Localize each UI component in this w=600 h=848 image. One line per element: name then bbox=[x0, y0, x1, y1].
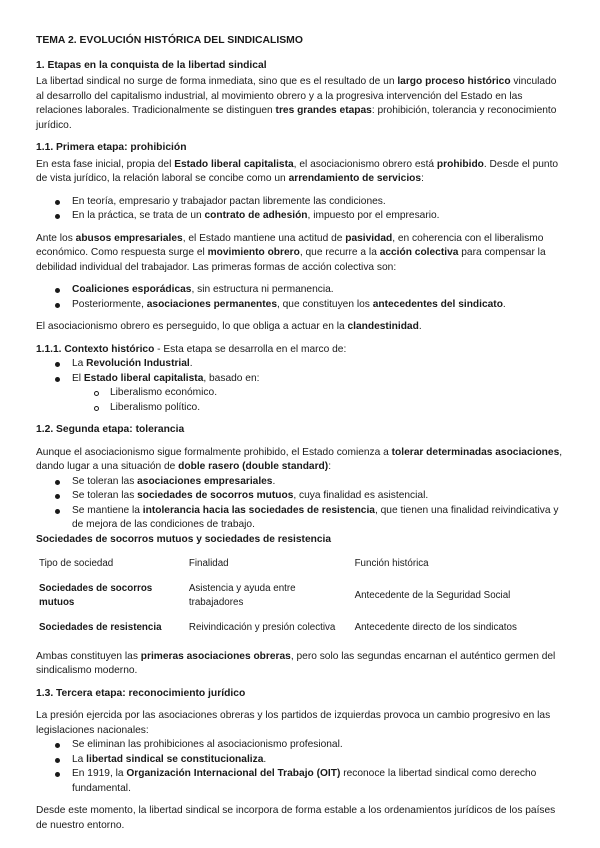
section-1-3-paragraph-2: Desde este momento, la libertad sindical se incorpora de forma estable a los ordenamientos jurídicos de los países de nuestro entorno. bbox=[36, 805, 556, 831]
document-title: TEMA 2. EVOLUCIÓN HISTÓRICA DEL SINDICALISMO bbox=[36, 35, 303, 46]
list-item: Se toleran las asociaciones empresariales. bbox=[72, 475, 564, 489]
section-1-1-1-heading: 1.1.1. Contexto histórico bbox=[36, 343, 155, 355]
list-item: Se eliminan las prohibiciones al asociacionismo profesional. bbox=[72, 738, 564, 752]
table-cell: Asistencia y ayuda entre trabajadores bbox=[188, 583, 296, 608]
table-row bbox=[36, 576, 564, 615]
section-1-1-list-2 bbox=[36, 283, 564, 312]
table-header-cell: Tipo de sociedad bbox=[39, 558, 114, 570]
table-row bbox=[36, 615, 564, 640]
table-header-cell: Finalidad bbox=[188, 558, 229, 570]
list-item: Coaliciones esporádicas, sin estructura ni permanencia. bbox=[72, 283, 564, 297]
section-1-2-paragraph-2: Ambas constituyen las primeras asociaciones obreras, pero solo las segundas encarnan el auténtico germen del sindicalismo moderno. bbox=[36, 650, 556, 677]
section-1-1-list-1 bbox=[36, 195, 564, 224]
list-item: La Revolución Industrial. bbox=[72, 357, 564, 371]
section-1-1-paragraph-1: En esta fase inicial, propia del Estado liberal capitalista, el asociacionismo obrero está prohibido. Desde el punto de vista jurídico, la relación laboral se concibe como un arrendamiento de servicios: bbox=[36, 158, 559, 185]
section-1-2-list bbox=[36, 475, 564, 533]
list-item: La libertad sindical se constitucionaliza. bbox=[72, 753, 564, 767]
table-header-row bbox=[36, 551, 564, 576]
section-1-2-heading: 1.2. Segunda etapa: tolerancia bbox=[36, 424, 185, 436]
list-item: Se mantiene la intolerancia hacia las sociedades de resistencia, que tienen una finalidad reivindicativa y de mejora de las condiciones de trabajo. bbox=[72, 504, 564, 533]
section-1-3-list bbox=[36, 738, 564, 796]
section-1-1-1-heading-line: 1.1.1. Contexto histórico - Esta etapa se desarrolla en el marco de: bbox=[36, 343, 347, 355]
document-page bbox=[36, 34, 564, 841]
section-1-1-paragraph-3: El asociacionismo obrero es perseguido, lo que obliga a actuar en la clandestinidad. bbox=[36, 321, 422, 333]
section-1-paragraph: La libertad sindical no surge de forma inmediata, sino que es el resultado de un largo proceso histórico vinculado al desarrollo del capitalismo industrial, al movimiento obrero y a la progresiva intervención del Estado en las relaciones laborales. Tradicionalmente se distinguen tres grandes etapas: prohibición, tolerancia y reconocimiento jurídico. bbox=[36, 76, 557, 131]
table-cell: Antecedente de la Seguridad Social bbox=[354, 590, 511, 602]
list-item: En 1919, la Organización Internacional del Trabajo (OIT) reconoce la libertad sindical como derecho fundamental. bbox=[72, 767, 564, 796]
section-1-1-1-sublist bbox=[72, 386, 564, 415]
table-cell: Reivindicación y presión colectiva bbox=[188, 621, 336, 633]
section-1-1-1-list bbox=[36, 357, 564, 415]
section-1-3-paragraph-1: La presión ejercida por las asociaciones obreras y los partidos de izquierdas provoca un cambio progresivo en las legislaciones nacionales: bbox=[36, 710, 551, 736]
table-cell: Sociedades de socorros mutuos bbox=[39, 583, 153, 608]
list-item: Liberalismo político. bbox=[110, 401, 564, 415]
section-1-3-heading: 1.3. Tercera etapa: reconocimiento jurídico bbox=[36, 687, 246, 699]
section-1-1-heading: 1.1. Primera etapa: prohibición bbox=[36, 142, 187, 154]
list-item: Posteriormente, asociaciones permanentes, que constituyen los antecedentes del sindicato. bbox=[72, 298, 564, 312]
list-item: El Estado liberal capitalista, basado en: Liberalismo económico. Liberalismo político. bbox=[72, 372, 564, 415]
list-item: Liberalismo económico. bbox=[110, 386, 564, 400]
section-1-1-paragraph-2: Ante los abusos empresariales, el Estado mantiene una actitud de pasividad, en coherencia con el liberalismo económico. Como respuesta surge el movimiento obrero, que recurre a la acción colectiva para compensar la debilidad individual del trabajador. Las primeras formas de acción colectiva son: bbox=[36, 232, 546, 273]
table-cell: Sociedades de resistencia bbox=[39, 621, 162, 633]
table-header-cell: Función histórica bbox=[354, 558, 429, 570]
list-item: En teoría, empresario y trabajador pactan libremente las condiciones. bbox=[72, 195, 564, 209]
table-cell: Antecedente directo de los sindicatos bbox=[354, 621, 517, 633]
list-item: En la práctica, se trata de un contrato de adhesión, impuesto por el empresario. bbox=[72, 209, 564, 223]
table-title: Sociedades de socorros mutuos y sociedades de resistencia bbox=[36, 533, 331, 545]
section-1-heading: 1. Etapas en la conquista de la libertad sindical bbox=[36, 59, 267, 71]
societies-table bbox=[36, 551, 564, 640]
section-1-2-paragraph-1: Aunque el asociacionismo sigue formalmente prohibido, el Estado comienza a tolerar determinadas asociaciones, dando lugar a una situación de doble rasero (double standard): bbox=[36, 446, 563, 473]
list-item: Se toleran las sociedades de socorros mutuos, cuya finalidad es asistencial. bbox=[72, 489, 564, 503]
